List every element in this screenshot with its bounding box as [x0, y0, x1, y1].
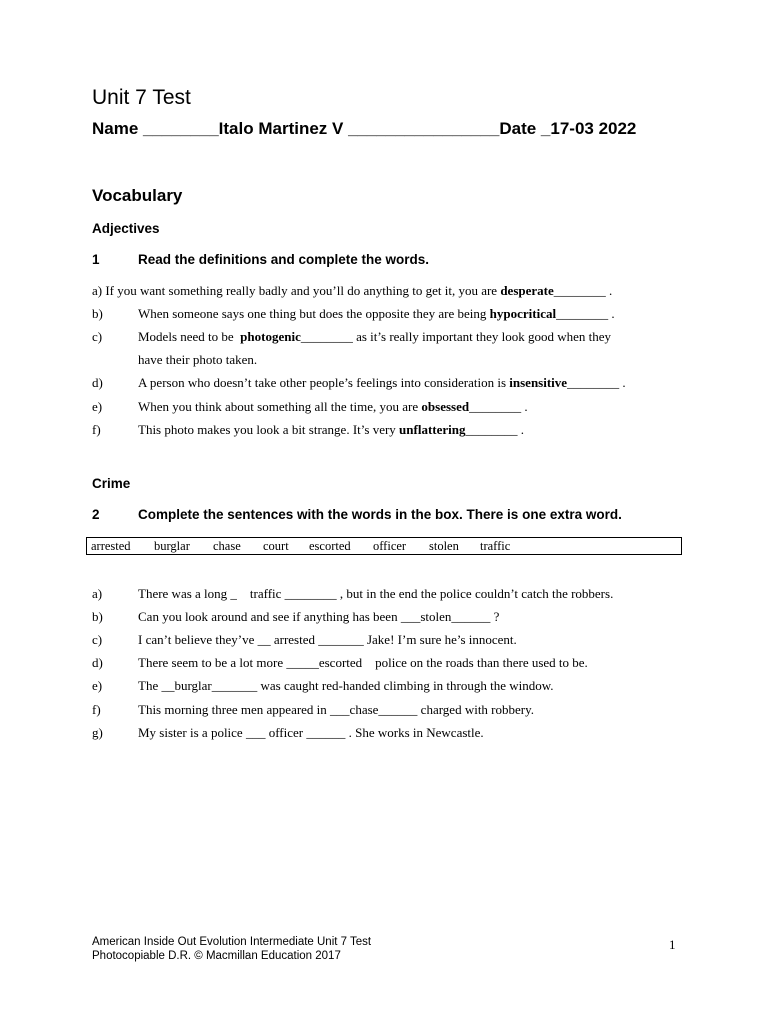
page-number: 1: [669, 937, 676, 952]
exercise-2-text: Complete the sentences with the words in the box. There is one extra word.: [138, 507, 622, 522]
word-box: [86, 537, 682, 555]
answer-desperate: desperate: [500, 283, 554, 298]
exercise-2-number: 2: [92, 507, 100, 522]
word-box-item: arrested: [91, 539, 131, 553]
word-box-item: traffic: [480, 539, 511, 553]
answer-unflattering: unflattering: [399, 422, 466, 437]
word-box-item: burglar: [154, 539, 190, 553]
answer-photogenic: photogenic: [240, 329, 301, 344]
name-date-line: Name ________Italo Martinez V ________________Date _17-03 2022: [92, 119, 637, 138]
answer-obsessed: obsessed: [421, 399, 470, 414]
word-box-item: escorted: [309, 539, 351, 553]
answer-insensitive: insensitive: [509, 375, 568, 390]
adjectives-heading: Adjectives: [92, 221, 160, 236]
word-box-item: court: [263, 539, 289, 553]
page-title: Unit 7 Test: [92, 86, 191, 109]
footer-line-1: American Inside Out Evolution Intermediate Unit 7 Test: [92, 936, 372, 948]
crime-heading: Crime: [92, 476, 131, 491]
exercise-1-number: 1: [92, 252, 100, 267]
footer: [92, 935, 371, 963]
word-box-item: stolen: [429, 539, 459, 553]
answer-hypocritical: hypocritical: [489, 306, 557, 321]
exercise-1-text: Read the definitions and complete the words.: [138, 252, 430, 267]
word-box-item: chase: [213, 539, 241, 553]
footer-line-2: Photocopiable D.R. © Macmillan Education 2017: [92, 950, 341, 962]
word-box-item: officer: [373, 539, 407, 553]
vocabulary-heading: Vocabulary: [92, 186, 183, 205]
